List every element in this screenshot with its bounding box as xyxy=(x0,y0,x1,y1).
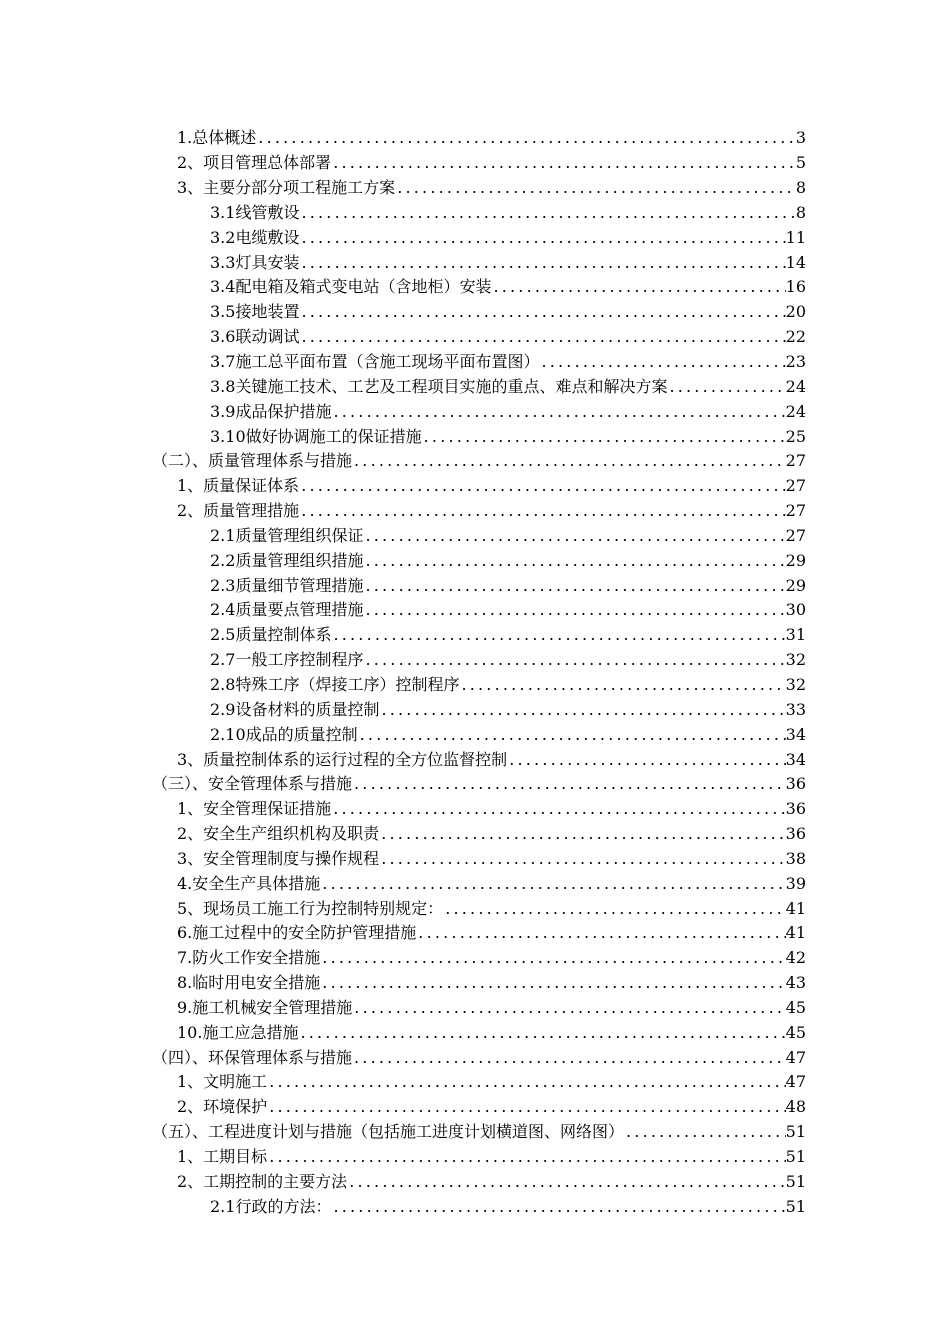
toc-leader-dots xyxy=(363,526,785,546)
toc-entry-page-number: 23 xyxy=(785,352,806,372)
toc-entry[interactable] xyxy=(0,474,806,499)
toc-entry[interactable] xyxy=(0,871,806,896)
toc-entry-page-number: 41 xyxy=(785,898,806,918)
toc-entry-page-number: 14 xyxy=(785,252,806,272)
toc-entry[interactable] xyxy=(0,1169,806,1194)
toc-entry[interactable] xyxy=(0,946,806,971)
toc-entry-page-number: 51 xyxy=(785,1171,806,1191)
toc-entry-title: 1、工期目标 xyxy=(177,1147,268,1167)
toc-entry-page-number: 27 xyxy=(785,501,806,521)
toc-leader-dots xyxy=(267,1147,785,1167)
toc-leader-dots xyxy=(539,352,785,372)
toc-entry-title: 2.3质量细节管理措施 xyxy=(210,575,364,595)
toc-entry-title: 3.6联动调试 xyxy=(210,327,300,347)
toc-entry-title: （三）、安全管理体系与措施 xyxy=(152,774,353,794)
toc-entry-page-number: 25 xyxy=(785,426,806,446)
toc-entry-page-number: 34 xyxy=(785,724,806,744)
toc-leader-dots xyxy=(507,750,785,770)
toc-entry-page-number: 51 xyxy=(785,1147,806,1167)
toc-entry-page-number: 31 xyxy=(785,625,806,645)
toc-leader-dots xyxy=(363,600,785,620)
toc-entry-page-number: 30 xyxy=(785,600,806,620)
toc-leader-dots xyxy=(331,402,785,422)
toc-leader-dots xyxy=(299,253,785,273)
toc-entry-title: 7.防火工作安全措施 xyxy=(177,948,321,968)
toc-leader-dots xyxy=(331,625,785,645)
toc-entry[interactable] xyxy=(0,225,806,250)
toc-entry[interactable] xyxy=(0,921,806,946)
toc-entry-title: 1、文明施工 xyxy=(177,1072,268,1092)
toc-entry[interactable] xyxy=(0,996,806,1021)
toc-leader-dots xyxy=(491,277,785,297)
toc-leader-dots xyxy=(331,799,785,819)
toc-entry-page-number: 29 xyxy=(785,550,806,570)
toc-entry[interactable] xyxy=(0,449,806,474)
toc-entry-page-number: 39 xyxy=(785,873,806,893)
toc-entry-title: 2.8特殊工序（焊接工序）控制程序 xyxy=(210,674,460,694)
toc-entry[interactable] xyxy=(0,1020,806,1045)
toc-entry-title: 2.2质量管理组织措施 xyxy=(210,550,364,570)
toc-entry-title: 3.8关键施工技术、工艺及工程项目实施的重点、难点和解决方案 xyxy=(210,376,668,396)
toc-entry-page-number: 48 xyxy=(785,1097,806,1117)
toc-entry-page-number: 36 xyxy=(785,774,806,794)
toc-leader-dots xyxy=(352,451,786,471)
toc-entry-page-number: 51 xyxy=(785,1122,806,1142)
toc-leader-dots xyxy=(352,774,786,794)
toc-entry-page-number: 36 xyxy=(785,799,806,819)
toc-entry-title: 3、主要分部分项工程施工方案 xyxy=(177,178,396,198)
toc-entry[interactable] xyxy=(0,1194,806,1219)
toc-entry-page-number: 36 xyxy=(785,824,806,844)
toc-entry[interactable] xyxy=(0,126,806,151)
toc-entry[interactable] xyxy=(0,250,806,275)
toc-leader-dots xyxy=(299,501,785,521)
toc-leader-dots xyxy=(443,899,785,919)
toc-entry-title: （二）、质量管理体系与措施 xyxy=(152,451,353,471)
toc-entry-title: 10.施工应急措施 xyxy=(177,1022,299,1042)
toc-leader-dots xyxy=(298,1023,785,1043)
toc-entry-title: 2.1质量管理组织保证 xyxy=(210,525,364,545)
toc-leader-dots xyxy=(352,1048,786,1068)
toc-leader-dots xyxy=(299,228,785,248)
toc-entry-page-number: 8 xyxy=(795,202,806,222)
toc-entry-page-number: 42 xyxy=(785,948,806,968)
toc-entry-page-number: 32 xyxy=(785,674,806,694)
toc-leader-dots xyxy=(459,675,785,695)
toc-leader-dots xyxy=(422,427,786,447)
toc-entry[interactable] xyxy=(0,846,806,871)
toc-entry-title: （五）、工程进度计划与措施（包括施工进度计划横道图、网络图） xyxy=(152,1122,625,1142)
toc-leader-dots xyxy=(395,178,796,198)
toc-leader-dots xyxy=(363,576,785,596)
toc-entry-page-number: 47 xyxy=(785,1047,806,1067)
toc-entry[interactable] xyxy=(0,548,806,573)
table-of-contents xyxy=(0,126,950,1219)
toc-entry-title: 2.7一般工序控制程序 xyxy=(210,650,364,670)
toc-entry-title: 9.施工机械安全管理措施 xyxy=(177,997,353,1017)
toc-entry-title: 4.安全生产具体措施 xyxy=(177,873,321,893)
toc-entry-title: 2.5质量控制体系 xyxy=(210,625,332,645)
toc-entry[interactable] xyxy=(0,822,806,847)
toc-entry-title: 3、安全管理制度与操作规程 xyxy=(177,848,380,868)
toc-entry[interactable] xyxy=(0,673,806,698)
toc-entry[interactable] xyxy=(0,971,806,996)
toc-entry-title: 2、安全生产组织机构及职责 xyxy=(177,824,380,844)
toc-entry-title: 3.7施工总平面布置（含施工现场平面布置图） xyxy=(210,352,540,372)
toc-leader-dots xyxy=(331,153,796,173)
toc-entry-page-number: 29 xyxy=(785,575,806,595)
toc-entry[interactable] xyxy=(0,399,806,424)
toc-entry-title: 6.施工过程中的安全防护管理措施 xyxy=(177,923,417,943)
toc-entry[interactable] xyxy=(0,598,806,623)
toc-entry-page-number: 43 xyxy=(785,973,806,993)
toc-leader-dots xyxy=(352,998,785,1018)
toc-leader-dots xyxy=(358,725,786,745)
toc-entry-page-number: 11 xyxy=(785,227,806,247)
toc-entry-title: 3.4配电箱及箱式变电站（含地柜）安装 xyxy=(210,277,492,297)
toc-entry[interactable] xyxy=(0,1045,806,1070)
toc-entry-page-number: 16 xyxy=(785,277,806,297)
toc-entry[interactable] xyxy=(0,797,806,822)
toc-entry-title: 5、现场员工施工行为控制特别规定： xyxy=(177,898,444,918)
toc-entry[interactable] xyxy=(0,623,806,648)
toc-entry-page-number: 3 xyxy=(795,128,806,148)
toc-leader-dots xyxy=(256,128,796,148)
toc-entry[interactable] xyxy=(0,722,806,747)
toc-leader-dots xyxy=(267,1072,785,1092)
toc-entry-page-number: 38 xyxy=(785,848,806,868)
toc-entry[interactable] xyxy=(0,424,806,449)
toc-entry-title: （四）、环保管理体系与措施 xyxy=(152,1047,353,1067)
toc-leader-dots xyxy=(347,1172,785,1192)
toc-entry[interactable] xyxy=(0,747,806,772)
toc-leader-dots xyxy=(320,973,785,993)
toc-entry-title: 2.9设备材料的质量控制 xyxy=(210,699,380,719)
toc-entry-page-number: 45 xyxy=(785,997,806,1017)
toc-leader-dots xyxy=(299,302,785,322)
toc-entry[interactable] xyxy=(0,176,806,201)
toc-leader-dots xyxy=(331,1197,785,1217)
toc-entry-page-number: 20 xyxy=(785,302,806,322)
toc-entry[interactable] xyxy=(0,1070,806,1095)
toc-entry[interactable] xyxy=(0,325,806,350)
toc-entry-title: 3.3灯具安装 xyxy=(210,252,300,272)
toc-leader-dots xyxy=(624,1122,786,1142)
toc-entry-title: 1.总体概述 xyxy=(177,128,257,148)
toc-entry-title: 1、质量保证体系 xyxy=(177,476,300,496)
toc-entry-page-number: 34 xyxy=(785,749,806,769)
toc-leader-dots xyxy=(379,824,785,844)
toc-entry-title: 3.9成品保护措施 xyxy=(210,401,332,421)
toc-entry-page-number: 27 xyxy=(785,476,806,496)
toc-leader-dots xyxy=(667,377,785,397)
toc-entry[interactable] xyxy=(0,201,806,226)
toc-entry-title: 2.1行政的方法： xyxy=(210,1196,332,1216)
toc-entry[interactable] xyxy=(0,772,806,797)
toc-leader-dots xyxy=(363,551,785,571)
toc-entry-title: 1、安全管理保证措施 xyxy=(177,799,332,819)
toc-entry-title: 2、工期控制的主要方法 xyxy=(177,1171,348,1191)
toc-entry-page-number: 33 xyxy=(785,699,806,719)
toc-entry-page-number: 22 xyxy=(785,327,806,347)
toc-entry-page-number: 8 xyxy=(795,178,806,198)
toc-entry[interactable] xyxy=(0,573,806,598)
toc-entry[interactable] xyxy=(0,374,806,399)
toc-entry-title: 3.10做好协调施工的保证措施 xyxy=(210,426,422,446)
toc-leader-dots xyxy=(267,1097,785,1117)
toc-entry[interactable] xyxy=(0,300,806,325)
toc-entry-title: 2、项目管理总体部署 xyxy=(177,153,332,173)
toc-entry[interactable] xyxy=(0,697,806,722)
toc-entry[interactable] xyxy=(0,1095,806,1120)
toc-entry-page-number: 27 xyxy=(785,525,806,545)
toc-entry[interactable] xyxy=(0,896,806,921)
toc-entry[interactable] xyxy=(0,151,806,176)
toc-leader-dots xyxy=(363,650,785,670)
toc-entry-title: 3、质量控制体系的运行过程的全方位监督控制 xyxy=(177,749,508,769)
toc-entry[interactable] xyxy=(0,524,806,549)
toc-entry[interactable] xyxy=(0,499,806,524)
toc-leader-dots xyxy=(299,476,785,496)
toc-entry-page-number: 24 xyxy=(785,401,806,421)
toc-leader-dots xyxy=(299,327,785,347)
toc-leader-dots xyxy=(320,948,785,968)
toc-entry-page-number: 47 xyxy=(785,1072,806,1092)
toc-entry[interactable] xyxy=(0,350,806,375)
toc-entry[interactable] xyxy=(0,1120,806,1145)
toc-leader-dots xyxy=(416,923,785,943)
toc-entry-page-number: 27 xyxy=(785,451,806,471)
toc-entry-title: 3.2电缆敷设 xyxy=(210,227,300,247)
toc-entry-page-number: 24 xyxy=(785,376,806,396)
toc-entry-title: 2、环境保护 xyxy=(177,1097,268,1117)
toc-leader-dots xyxy=(320,874,785,894)
toc-leader-dots xyxy=(379,700,785,720)
toc-entry-title: 2.4质量要点管理措施 xyxy=(210,600,364,620)
toc-entry-page-number: 32 xyxy=(785,650,806,670)
toc-entry[interactable] xyxy=(0,275,806,300)
toc-entry-title: 3.5接地装置 xyxy=(210,302,300,322)
toc-entry-page-number: 51 xyxy=(785,1196,806,1216)
toc-entry-page-number: 41 xyxy=(785,923,806,943)
toc-leader-dots xyxy=(299,203,795,223)
toc-entry-title: 2、质量管理措施 xyxy=(177,501,300,521)
toc-entry-title: 8.临时用电安全措施 xyxy=(177,973,321,993)
toc-entry-page-number: 5 xyxy=(795,153,806,173)
toc-leader-dots xyxy=(379,849,785,869)
toc-entry-title: 2.10成品的质量控制 xyxy=(210,724,358,744)
toc-entry-page-number: 45 xyxy=(785,1022,806,1042)
toc-entry[interactable] xyxy=(0,1145,806,1170)
toc-entry-title: 3.1线管敷设 xyxy=(210,202,300,222)
toc-entry[interactable] xyxy=(0,648,806,673)
